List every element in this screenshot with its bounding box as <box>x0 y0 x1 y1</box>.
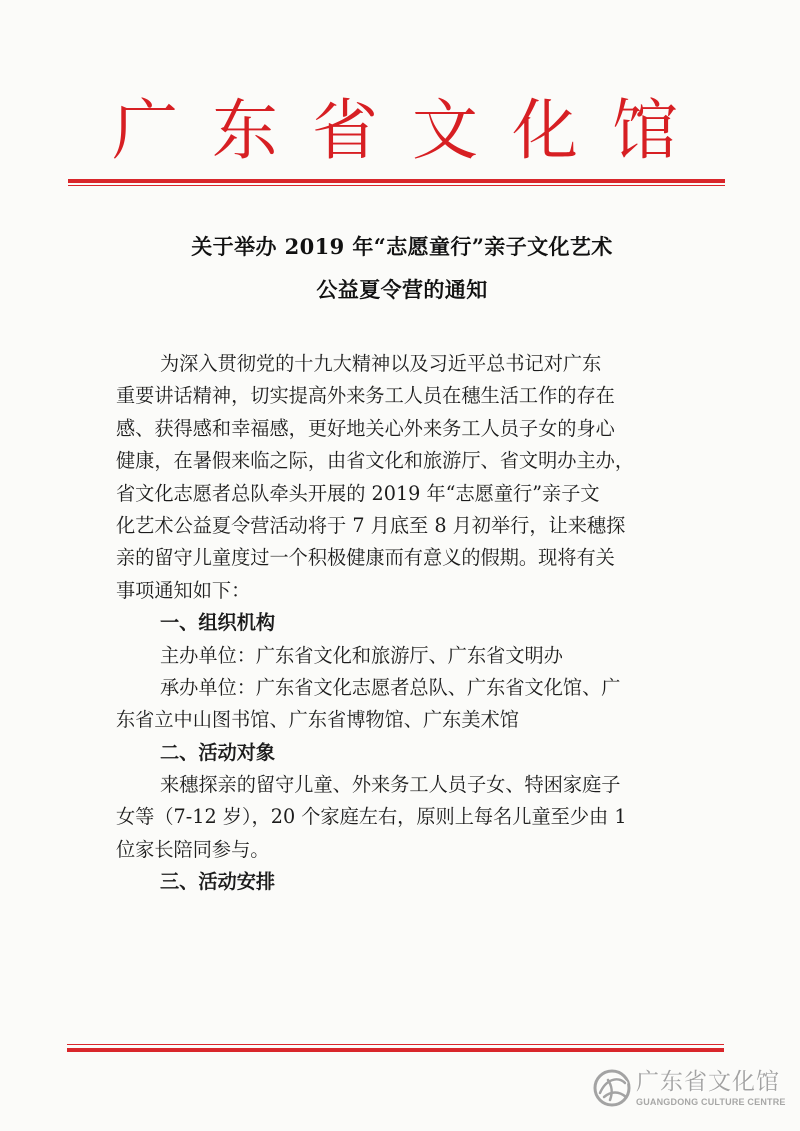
intro-line-7: 亲的留守儿童度过一个积极健康而有意义的假期。现将有关 <box>116 546 615 570</box>
host-units-line: 主办单位：广东省文化和旅游厅、广东省文明办 <box>160 643 563 667</box>
intro-line-3: 感、获得感和幸福感，更好地关心外来务工人员子女的身心 <box>116 416 615 440</box>
watermark <box>590 1066 785 1120</box>
intro-line-8: 事项通知如下： <box>116 578 251 602</box>
section-1-heading: 一、组织机构 <box>160 611 276 635</box>
intro-line-2: 重要讲话精神，切实提高外来务工人员在穗生活工作的存在 <box>116 384 615 408</box>
participants-line-3: 位家长陪同参与。 <box>116 837 270 861</box>
participants-line-1: 来穗探亲的留守儿童、外来务工人员子女、特困家庭子 <box>160 773 621 797</box>
organizer-units-line-2: 东省立中山图书馆、广东省博物馆、广东美术馆 <box>116 708 519 732</box>
watermark-english-name: GUANGDONG CULTURE CENTRE <box>636 1097 786 1107</box>
section-2-heading: 二、活动对象 <box>160 740 276 764</box>
notice-title-line-2: 公益夏令营的通知 <box>316 277 488 302</box>
intro-line-4: 健康，在暑假来临之际，由省文化和旅游厅、省文明办主办， <box>116 449 635 473</box>
footer-divider <box>67 1044 724 1054</box>
notice-title <box>142 225 662 311</box>
letterhead-org-name: 广东省文化馆 <box>112 92 712 169</box>
intro-line-5: 省文化志愿者总队牵头开展的 2019 年“志愿童行”亲子文 <box>116 481 600 505</box>
footer-divider-thick <box>67 1048 724 1052</box>
notice-title-line-1: 关于举办 2019 年“志愿童行”亲子文化艺术 <box>191 234 613 259</box>
section-3-heading: 三、活动安排 <box>160 870 276 894</box>
letterhead-divider-thick <box>68 179 725 183</box>
culture-centre-logo-icon <box>590 1066 634 1110</box>
organizer-units-line-1: 承办单位：广东省文化志愿者总队、广东省文化馆、广 <box>160 675 621 699</box>
footer-divider-thin <box>67 1044 724 1045</box>
letterhead-divider <box>68 179 725 188</box>
letterhead-divider-thin <box>68 185 725 186</box>
notice-body <box>116 348 690 899</box>
watermark-chinese-name: 广东省文化馆 <box>636 1068 780 1094</box>
participants-line-2: 女等（7-12 岁），20 个家庭左右，原则上每名儿童至少由 1 <box>116 805 627 829</box>
intro-line-1: 为深入贯彻党的十九大精神以及习近平总书记对广东 <box>160 352 602 375</box>
intro-line-6: 化艺术公益夏令营活动将于 7 月底至 8 月初举行，让来穗探 <box>116 513 626 537</box>
